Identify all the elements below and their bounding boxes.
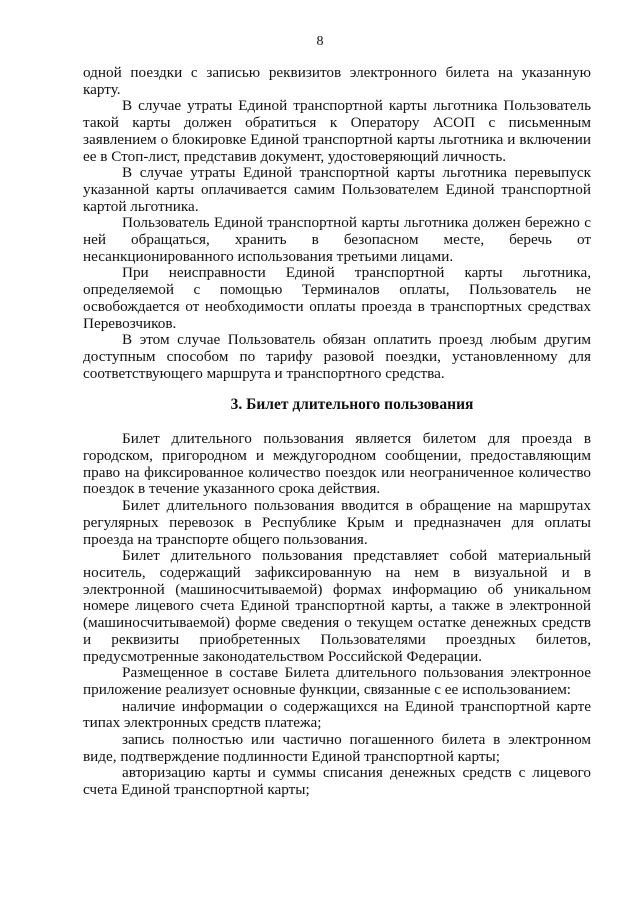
page-number: 8: [316, 34, 324, 49]
document-body: [83, 65, 591, 799]
paragraph-continuation: одной поездки с записью реквизитов электронного билета на указанную карту.: [83, 64, 591, 98]
paragraph-card-care: Пользователь Единой транспортной карты льготника должен бережно с ней обращаться, хранить в безопасном месте, беречь от несанкционированного использования третьими лицами.: [83, 214, 591, 265]
list-item-ticket-recording: запись полностью или частично погашенного билета в электронном виде, подтверждение подлинности Единой транспортной карты;: [83, 731, 591, 765]
paragraph-long-term-ticket-carrier: Билет длительного пользования представляет собой материальный носитель, содержащий зафиксированную на нем в визуальной и в электронной (машиносчитываемой) формах информацию об уникальном номере лицевого счета Единой транспортной карты, а также в электронной (машиносчитываемой) форме сведения о текущем остатке денежных средств и реквизиты приобретенных Пользователями проездных билетов, предусмотренные законодательством Российской Федерации.: [83, 547, 591, 665]
list-item-card-authorization: авторизацию карты и суммы списания денежных средств с лицевого счета Единой транспортной карты;: [83, 764, 591, 799]
list-item-payment-info: наличие информации о содержащихся на Единой транспортной карте типах электронных средств платежа;: [83, 697, 591, 732]
paragraph-long-term-ticket-introduction: Билет длительного пользования вводится в обращение на маршрутах регулярных перевозок в Республике Крым и предназначен для оплаты проезда на транспорте общего пользования.: [83, 497, 591, 548]
paragraph-card-reissue: В случае утраты Единой транспортной карты льготника перевыпуск указанной карты оплачивается самим Пользователем Единой транспортной картой льготника.: [83, 164, 591, 215]
paragraph-electronic-application: Размещенное в составе Билета длительного пользования электронное приложение реализует основные функции, связанные с ее использованием:: [83, 664, 591, 698]
paragraph-card-loss-blocking: В случае утраты Единой транспортной карты льготника Пользователь такой карты должен обратиться к Оператору АСОП с письменным заявлением о блокировке Единой транспортной карты льготника и включении ее в Стоп-лист, представив документ, удостоверяющий личность.: [83, 97, 591, 165]
paragraph-alternative-payment: В этом случае Пользователь обязан оплатить проезд любым другим доступным способом по тарифу разовой поездки, установленному для соответствующего маршрута и транспортного средства.: [83, 331, 591, 382]
paragraph-long-term-ticket-definition: Билет длительного пользования является билетом для проезда в городском, пригородном и междугородном сообщении, предоставляющим право на фиксированное количество поездок или неограниченное количество поездок в течение указанного срока действия.: [83, 430, 591, 498]
paragraph-card-malfunction: При неисправности Единой транспортной карты льготника, определяемой с помощью Терминалов оплаты, Пользователь не освобождается от необходимости оплаты проезда в транспортных средствах Перевозчиков.: [83, 264, 591, 332]
section-heading: 3. Билет длительного пользования: [230, 396, 474, 414]
